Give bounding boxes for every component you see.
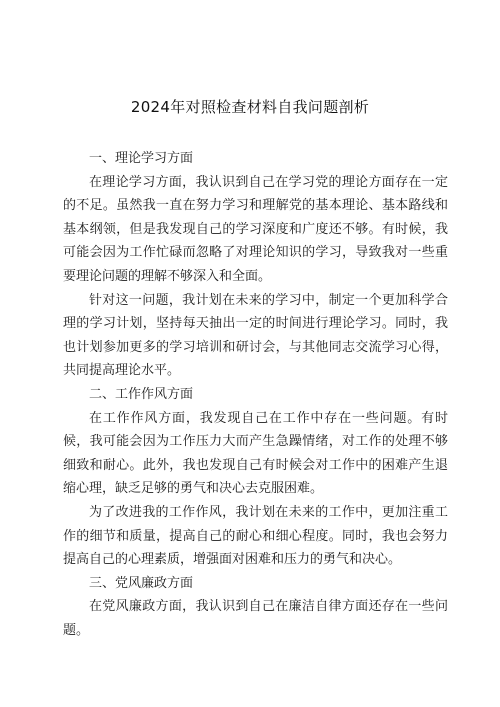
document-title: 2024年对照检查材料自我问题剖析 — [130, 98, 370, 116]
paragraph: 在党风廉政方面，我认识到自己在廉洁自律方面还存在一些问题。 — [63, 599, 448, 638]
section-heading-integrity: 三、党风廉政方面 — [89, 575, 194, 591]
document-body — [63, 147, 448, 642]
paragraph: 在工作作风方面，我发现自己在工作中存在一些问题。有时候，我可能会因为工作压力大而产生急躁情绪，对工作的处理不够细致和耐心。此外，我也发现自己有时候会对工作中的困难产生退缩心理，缺乏足够的勇气和决心去克服困难。 — [63, 410, 448, 497]
paragraph: 针对这一问题，我计划在未来的学习中，制定一个更加科学合理的学习计划，坚持每天抽出一定的时间进行理论学习。同时，我也计划参加更多的学习培训和研讨会，与其他同志交流学习心得，共同提高理论水平。 — [63, 292, 448, 379]
section-heading-work-style: 二、工作作风方面 — [89, 386, 194, 402]
paragraph: 在理论学习方面，我认识到自己在学习党的理论方面存在一定的不足。虽然我一直在努力学习和理解党的基本理论、基本路线和基本纲领，但是我发现自己的学习深度和广度还不够。有时候，我可能会因为工作忙碌而忽略了对理论知识的学习，导致我对一些重要理论问题的理解不够深入和全面。 — [63, 174, 448, 284]
paragraph: 为了改进我的工作作风，我计划在未来的工作中，更加注重工作的细节和质量，提高自己的耐心和细心程度。同时，我也会努力提高自己的心理素质，增强面对困难和压力的勇气和决心。 — [63, 504, 448, 568]
section-heading-theory: 一、理论学习方面 — [89, 151, 194, 166]
